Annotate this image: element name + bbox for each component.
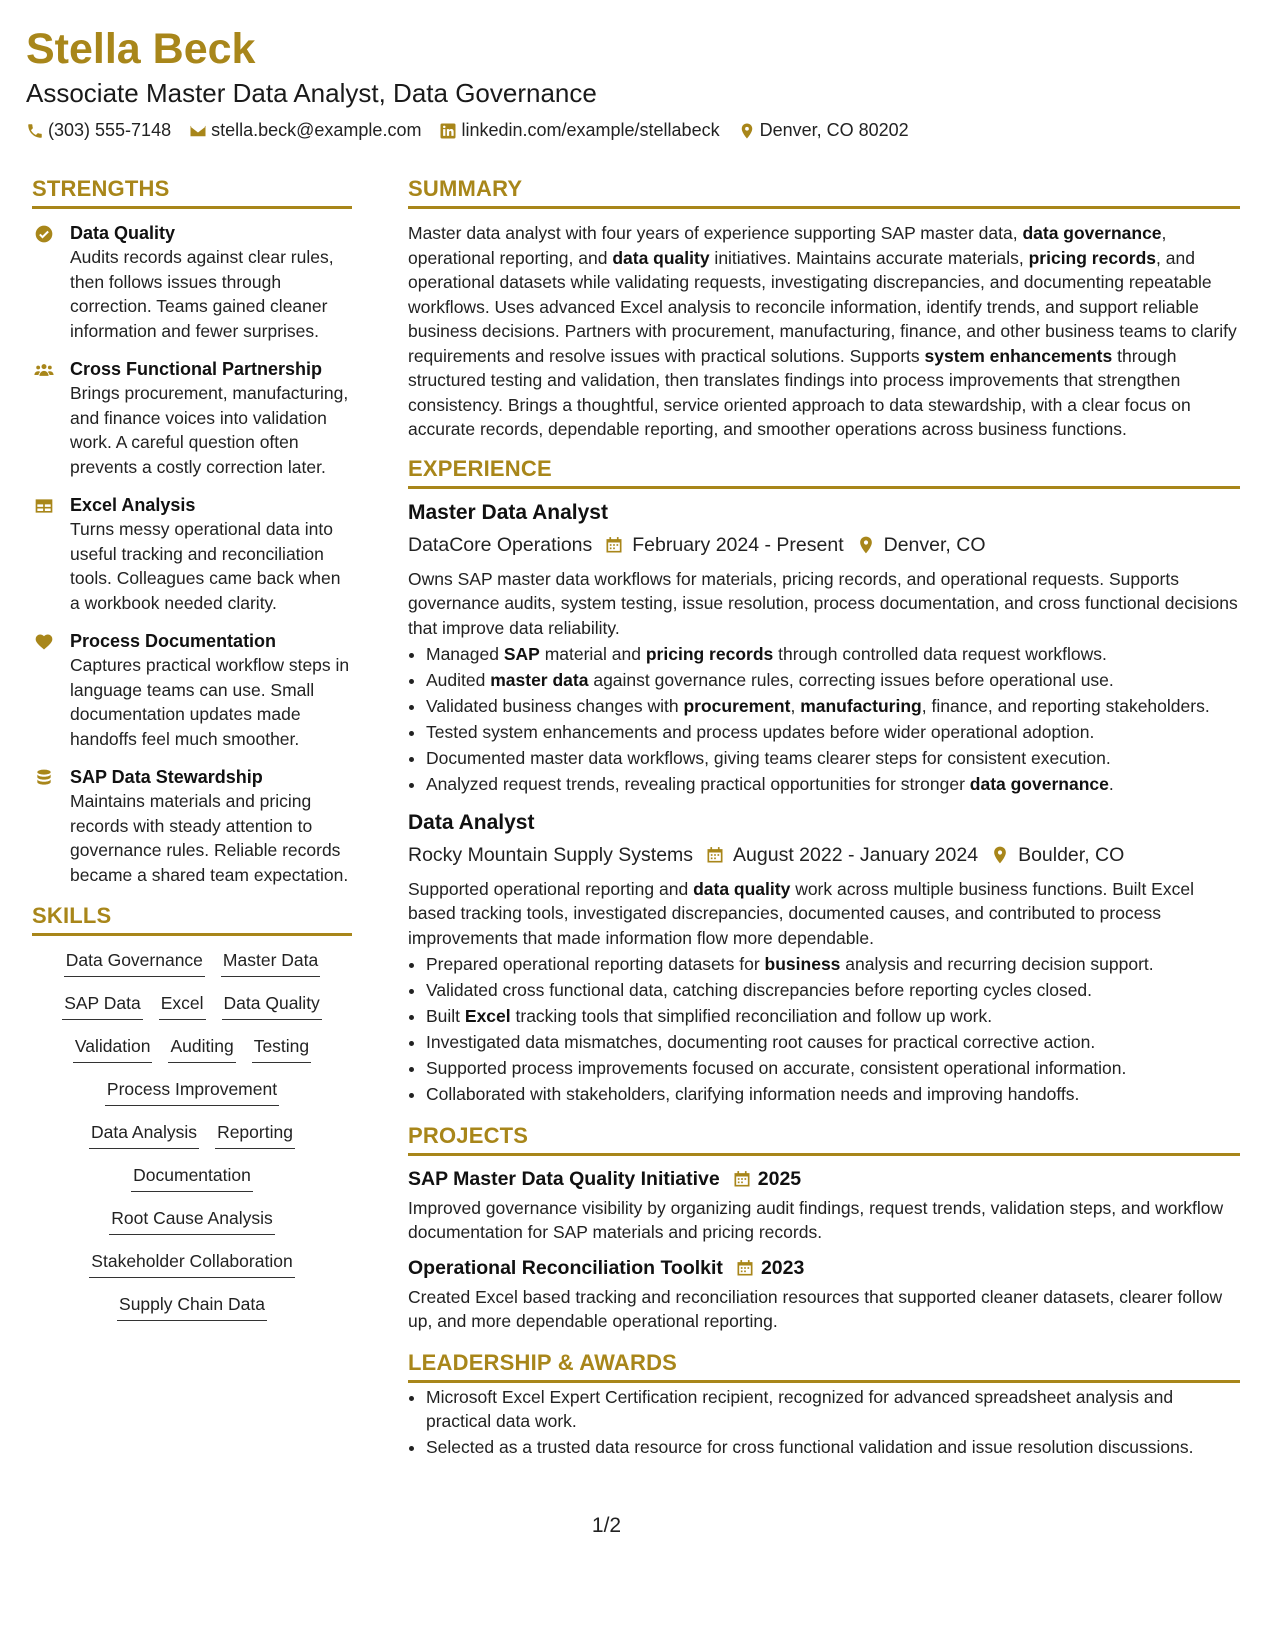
bullet-item: • Built Excel tracking tools that simplified reconciliation and follow up work. bbox=[426, 1004, 1240, 1029]
envelope-icon bbox=[189, 122, 207, 140]
calendar-icon bbox=[735, 1258, 755, 1278]
contact-phone bbox=[26, 120, 171, 141]
skill-tag: Validation bbox=[73, 1034, 153, 1063]
skill-tag: Reporting bbox=[215, 1120, 295, 1149]
skill-row bbox=[32, 1249, 352, 1278]
summary-part: , operational reporting, and bbox=[408, 223, 1167, 268]
skill-tag: Master Data bbox=[221, 948, 320, 977]
skill-row bbox=[32, 991, 352, 1020]
project-entry bbox=[408, 1255, 1240, 1334]
summary-bold: data governance bbox=[1022, 223, 1162, 243]
summary-part: Master data analyst with four years of experience supporting SAP master data, bbox=[408, 223, 1023, 243]
project-head bbox=[408, 1166, 1240, 1192]
resume-header bbox=[26, 24, 1246, 141]
bullet-item: • Audited master data against governance rules, correcting issues before operational use. bbox=[426, 668, 1240, 693]
strength-item bbox=[32, 493, 352, 615]
projects-heading: PROJECTS bbox=[408, 1123, 1240, 1156]
strength-desc: Audits records against clear rules, then follows issues through correction. Teams gained cleaner information and fewer surprises. bbox=[70, 247, 334, 341]
job-company: DataCore Operations bbox=[408, 533, 593, 556]
project-entry bbox=[408, 1166, 1240, 1245]
bullet-item: • Managed SAP material and pricing records through controlled data request workflows. bbox=[426, 642, 1240, 667]
strength-item bbox=[32, 765, 352, 887]
job-location: Boulder, CO bbox=[1018, 843, 1125, 866]
right-column bbox=[408, 176, 1240, 1461]
database-icon bbox=[34, 768, 54, 788]
linkedin-icon bbox=[439, 122, 457, 140]
skill-row bbox=[32, 1034, 352, 1063]
project-title: SAP Master Data Quality Initiative bbox=[408, 1167, 720, 1190]
calendar-icon bbox=[604, 535, 624, 555]
skill-row bbox=[32, 1206, 352, 1235]
skill-tag: Data Quality bbox=[222, 991, 322, 1020]
job-title: Data Analyst bbox=[408, 810, 535, 834]
skill-tag: Process Improvement bbox=[105, 1077, 279, 1106]
skill-tag: Auditing bbox=[168, 1034, 235, 1063]
calendar-icon bbox=[732, 1169, 752, 1189]
strength-item bbox=[32, 629, 352, 751]
project-head bbox=[408, 1255, 1240, 1281]
strength-item bbox=[32, 357, 352, 479]
summary-text bbox=[408, 221, 1240, 442]
skill-tag: Data Analysis bbox=[89, 1120, 199, 1149]
linkedin-text[interactable]: linkedin.com/example/stellabeck bbox=[461, 120, 720, 140]
job-bullets bbox=[408, 952, 1240, 1107]
strength-item bbox=[32, 221, 352, 343]
strength-title: SAP Data Stewardship bbox=[70, 767, 263, 787]
strength-desc: Turns messy operational data into useful tracking and reconciliation tools. Colleagues came back when a workbook needed clarity. bbox=[70, 519, 341, 613]
bullet-item: • Validated business changes with procurement, manufacturing, finance, and reporting stakeholders. bbox=[426, 694, 1240, 719]
bullet-item: • Analyzed request trends, revealing practical opportunities for stronger data governance. bbox=[426, 772, 1240, 797]
summary-part: , and operational datasets while validating requests, investigating discrepancies, and documenting repeatable workflows. Uses advanced Excel analysis to reconcile information, identify trends, and support reliable business decisions. Partners with procurement, manufacturing, finance, and other business teams to clarify requirements and resolve issues with practical solutions. Supports bbox=[408, 247, 1237, 366]
project-desc: Improved governance visibility by organizing audit findings, request trends, validation steps, and workflow documentation for SAP materials and pricing records. bbox=[408, 1197, 1224, 1242]
summary-heading: SUMMARY bbox=[408, 176, 1240, 209]
leadership-heading: LEADERSHIP & AWARDS bbox=[408, 1350, 1240, 1383]
users-icon bbox=[34, 360, 54, 380]
skill-tag: Testing bbox=[252, 1034, 311, 1063]
skill-row bbox=[32, 1120, 352, 1149]
phone-text: (303) 555-7148 bbox=[48, 120, 172, 140]
skill-row bbox=[32, 1077, 352, 1106]
heart-icon bbox=[34, 632, 54, 652]
strength-desc: Captures practical workflow steps in language teams can use. Small documentation updates made handoffs feel much smoother. bbox=[70, 655, 350, 749]
job-desc: Supported operational reporting and data quality work across multiple business functions. Built Excel based tracking tools, investigated discrepancies, documented causes, and contributed to process improvements that made information flow more dependable. bbox=[408, 878, 1194, 948]
contact-linkedin[interactable] bbox=[439, 120, 719, 141]
project-year: 2023 bbox=[760, 1256, 805, 1279]
skills-heading: SKILLS bbox=[32, 903, 352, 936]
strength-desc: Maintains materials and pricing records with steady attention to governance rules. Reliable records became a shared team expectation. bbox=[70, 791, 349, 885]
strength-title: Excel Analysis bbox=[70, 495, 196, 515]
strength-title: Process Documentation bbox=[70, 631, 277, 651]
job-meta bbox=[408, 531, 1240, 559]
strengths-list bbox=[32, 221, 352, 887]
contact-bar bbox=[26, 120, 1246, 141]
job-company: Rocky Mountain Supply Systems bbox=[408, 843, 694, 866]
page-number: 1/2 bbox=[591, 1514, 622, 1537]
job-title: Master Data Analyst bbox=[408, 500, 608, 524]
summary-part: through structured testing and validation, then translates findings into process improvements that strengthen consistency. Brings a thoughtful, service oriented approach to data stewardship, with a clear focus on accurate records, dependable reporting, and smoother operations across business functions. bbox=[408, 345, 1191, 439]
skill-row bbox=[32, 1163, 352, 1192]
job-meta bbox=[408, 841, 1240, 869]
contact-location bbox=[738, 120, 909, 141]
job-entry bbox=[408, 809, 1240, 1107]
table-icon bbox=[34, 496, 54, 516]
strength-desc: Brings procurement, manufacturing, and finance voices into validation work. A careful question often prevents a costly correction later. bbox=[70, 383, 349, 477]
bullet-item: • Tested system enhancements and process updates before wider operational adoption. bbox=[426, 720, 1240, 745]
bullet-item: • Microsoft Excel Expert Certification recipient, recognized for advanced spreadsheet analysis and practical data work. bbox=[426, 1385, 1240, 1434]
skill-tag: Supply Chain Data bbox=[117, 1292, 267, 1321]
strength-title: Cross Functional Partnership bbox=[70, 359, 323, 379]
phone-icon bbox=[26, 122, 44, 140]
skill-tag: Data Governance bbox=[64, 948, 205, 977]
bullet-item: • Investigated data mismatches, documenting root causes for practical corrective action. bbox=[426, 1030, 1240, 1055]
map-pin-icon bbox=[990, 845, 1010, 865]
skill-tag: Stakeholder Collaboration bbox=[89, 1249, 294, 1278]
candidate-name: Stella Beck bbox=[26, 25, 256, 73]
contact-email[interactable] bbox=[189, 120, 421, 141]
bullet-item: • Prepared operational reporting datasets for business analysis and recurring decision support. bbox=[426, 952, 1240, 977]
check-circle-icon bbox=[34, 224, 54, 244]
email-text[interactable]: stella.beck@example.com bbox=[211, 120, 422, 140]
map-pin-icon bbox=[738, 122, 756, 140]
project-year: 2025 bbox=[757, 1167, 802, 1190]
calendar-icon bbox=[705, 845, 725, 865]
summary-bold: pricing records bbox=[1028, 247, 1156, 268]
bullet-item: • Collaborated with stakeholders, clarifying information needs and improving handoffs. bbox=[426, 1082, 1240, 1107]
project-desc: Created Excel based tracking and reconciliation resources that supported cleaner datasets, clearer follow up, and more dependable operational reporting. bbox=[408, 1286, 1223, 1331]
job-dates: August 2022 - January 2024 bbox=[733, 843, 979, 866]
map-pin-icon bbox=[856, 535, 876, 555]
bullet-item: • Supported process improvements focused on accurate, consistent operational information. bbox=[426, 1056, 1240, 1081]
bullet-item: • Validated cross functional data, catching discrepancies before reporting cycles closed. bbox=[426, 978, 1240, 1003]
strength-title: Data Quality bbox=[70, 223, 176, 243]
bullet-item: • Selected as a trusted data resource for cross functional validation and issue resolution discussions. bbox=[426, 1435, 1240, 1460]
job-dates: February 2024 - Present bbox=[632, 533, 844, 556]
experience-heading: EXPERIENCE bbox=[408, 456, 1240, 489]
left-column bbox=[32, 176, 352, 1335]
summary-bold: system enhancements bbox=[924, 345, 1113, 366]
job-bullets bbox=[408, 642, 1240, 797]
skill-row bbox=[32, 948, 352, 977]
job-location: Denver, CO bbox=[883, 533, 986, 556]
skill-row bbox=[32, 1292, 352, 1321]
skill-tag: SAP Data bbox=[62, 991, 143, 1020]
leadership-list bbox=[408, 1385, 1240, 1460]
project-title: Operational Reconciliation Toolkit bbox=[408, 1256, 723, 1279]
skill-tag: Excel bbox=[159, 991, 206, 1020]
job-entry bbox=[408, 499, 1240, 797]
strengths-heading: STRENGTHS bbox=[32, 176, 352, 209]
candidate-title: Associate Master Data Analyst, Data Governance bbox=[26, 78, 597, 108]
skill-tag: Root Cause Analysis bbox=[109, 1206, 274, 1235]
bullet-item: • Documented master data workflows, giving teams clearer steps for consistent execution. bbox=[426, 746, 1240, 771]
summary-part: initiatives. Maintains accurate materials, bbox=[709, 247, 1029, 268]
summary-bold: data quality bbox=[612, 247, 710, 268]
location-text: Denver, CO 80202 bbox=[759, 120, 909, 140]
job-desc: Owns SAP master data workflows for materials, pricing records, and operational requests. Supports governance audits, system testing, issue resolution, process documentation, and cross functional decisions that improve data reliability. bbox=[408, 568, 1238, 638]
skill-tag: Documentation bbox=[131, 1163, 253, 1192]
skills-list bbox=[32, 948, 352, 1321]
